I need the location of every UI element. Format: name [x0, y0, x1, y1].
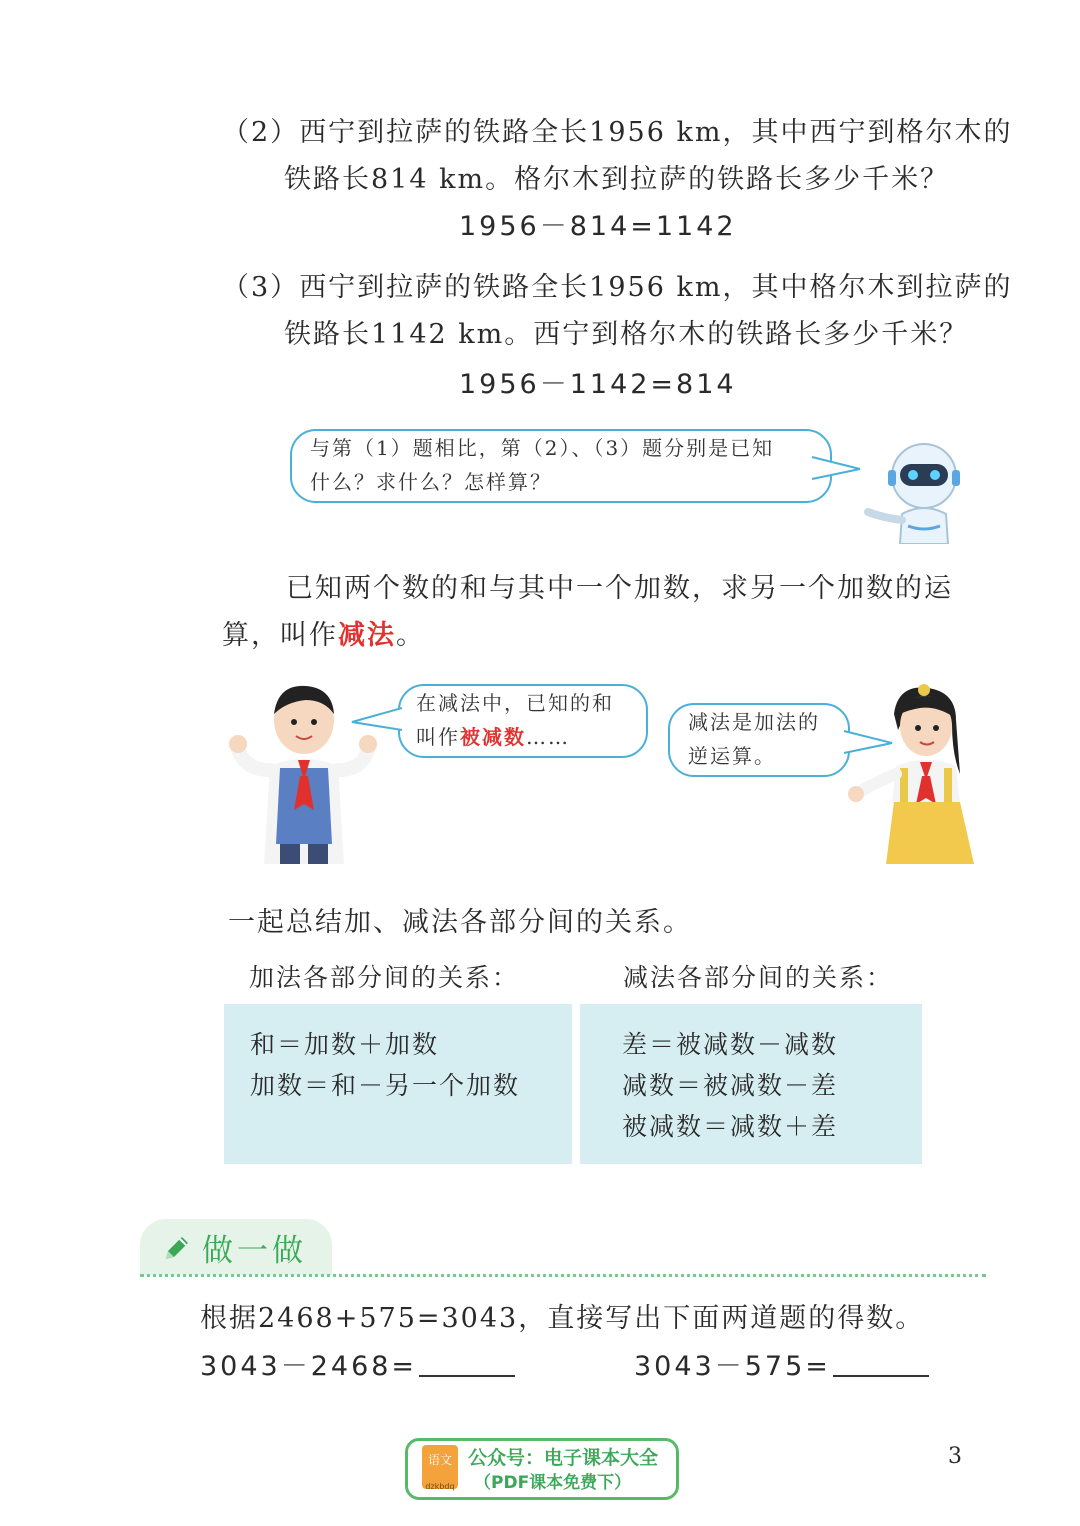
boy-speech-bubble — [398, 684, 648, 758]
answer-blank[interactable] — [419, 1351, 515, 1377]
subtraction-relation-row: 减数＝被减数－差 — [622, 1071, 839, 1100]
watermark-line-2: （PDF课本免费下） — [474, 1473, 632, 1493]
addition-relations-box — [224, 1004, 572, 1164]
girl-speech-bubble — [668, 703, 850, 777]
problem-number: （3） — [222, 272, 300, 303]
girl-illustration-icon — [848, 684, 978, 864]
addition-relation-row: 和＝加数＋加数 — [250, 1030, 440, 1059]
addition-relation-row: 加数＝和－另一个加数 — [250, 1071, 521, 1100]
exercise-question-1: 3043－2468= — [200, 1344, 515, 1383]
problem-2-line-1 — [222, 110, 1012, 149]
bubble-line: 减法是加法的 — [688, 710, 820, 734]
book-icon: 语文 dzkbdq — [422, 1445, 458, 1489]
problem-3-line-1 — [222, 265, 1012, 304]
problem-2-equation: 1956－814=1142 — [459, 211, 737, 242]
exercise-prompt: 根据2468+575=3043，直接写出下面两道题的得数。 — [200, 1303, 925, 1334]
exercise-heading: 做一做 — [202, 1233, 307, 1269]
subtraction-relation-row: 差＝被减数－减数 — [622, 1030, 839, 1059]
problem-2-line-2: 铁路长814 km。格尔木到拉萨的铁路长多少千米？ — [284, 164, 950, 195]
term-subtraction: 减法 — [338, 620, 396, 651]
answer-blank[interactable] — [833, 1351, 929, 1377]
summary-intro: 一起总结加、减法各部分间的关系。 — [228, 907, 692, 938]
subtraction-relation-row: 被减数＝减数＋差 — [622, 1112, 839, 1141]
robot-icon — [862, 440, 972, 544]
problem-number: （2） — [222, 117, 300, 148]
subtraction-relations-title: 减法各部分间的关系： — [623, 963, 894, 992]
problem-3-equation: 1956－1142=814 — [459, 369, 737, 400]
watermark-line-1: 公众号：电子课本大全 — [468, 1447, 659, 1469]
subtraction-relations-box — [580, 1004, 922, 1164]
robot-speech-bubble — [290, 429, 832, 503]
problem-3-line-2: 铁路长1142 km。西宁到格尔木的铁路长多少千米？ — [284, 319, 969, 350]
problem-text: 西宁到拉萨的铁路全长1956 km，其中格尔木到拉萨的 — [299, 272, 1013, 303]
addition-relations-title: 加法各部分间的关系： — [249, 963, 520, 992]
definition-line-2: 算，叫作减法。 — [222, 620, 425, 651]
bubble-line: 逆运算。 — [688, 744, 776, 768]
term-minuend: 被减数 — [460, 725, 526, 749]
watermark-badge — [405, 1438, 679, 1500]
bubble-line: 与第（1）题相比，第（2）、（3）题分别是已知 — [310, 436, 775, 460]
heading-divider — [140, 1274, 986, 1277]
page-number: 3 — [948, 1444, 962, 1469]
pencil-icon — [160, 1233, 192, 1265]
exercise-question-2: 3043－575= — [634, 1344, 929, 1383]
definition-line-1: 已知两个数的和与其中一个加数，求另一个加数的运 — [286, 573, 953, 604]
bubble-line: 叫作被减数…… — [416, 725, 570, 749]
bubble-line: 在减法中，已知的和 — [416, 691, 614, 715]
problem-text: 西宁到拉萨的铁路全长1956 km，其中西宁到格尔木的 — [299, 117, 1013, 148]
bubble-line: 什么？求什么？怎样算？ — [310, 470, 552, 494]
bubble-tail — [348, 704, 404, 734]
exercise-heading-tab — [140, 1219, 332, 1275]
